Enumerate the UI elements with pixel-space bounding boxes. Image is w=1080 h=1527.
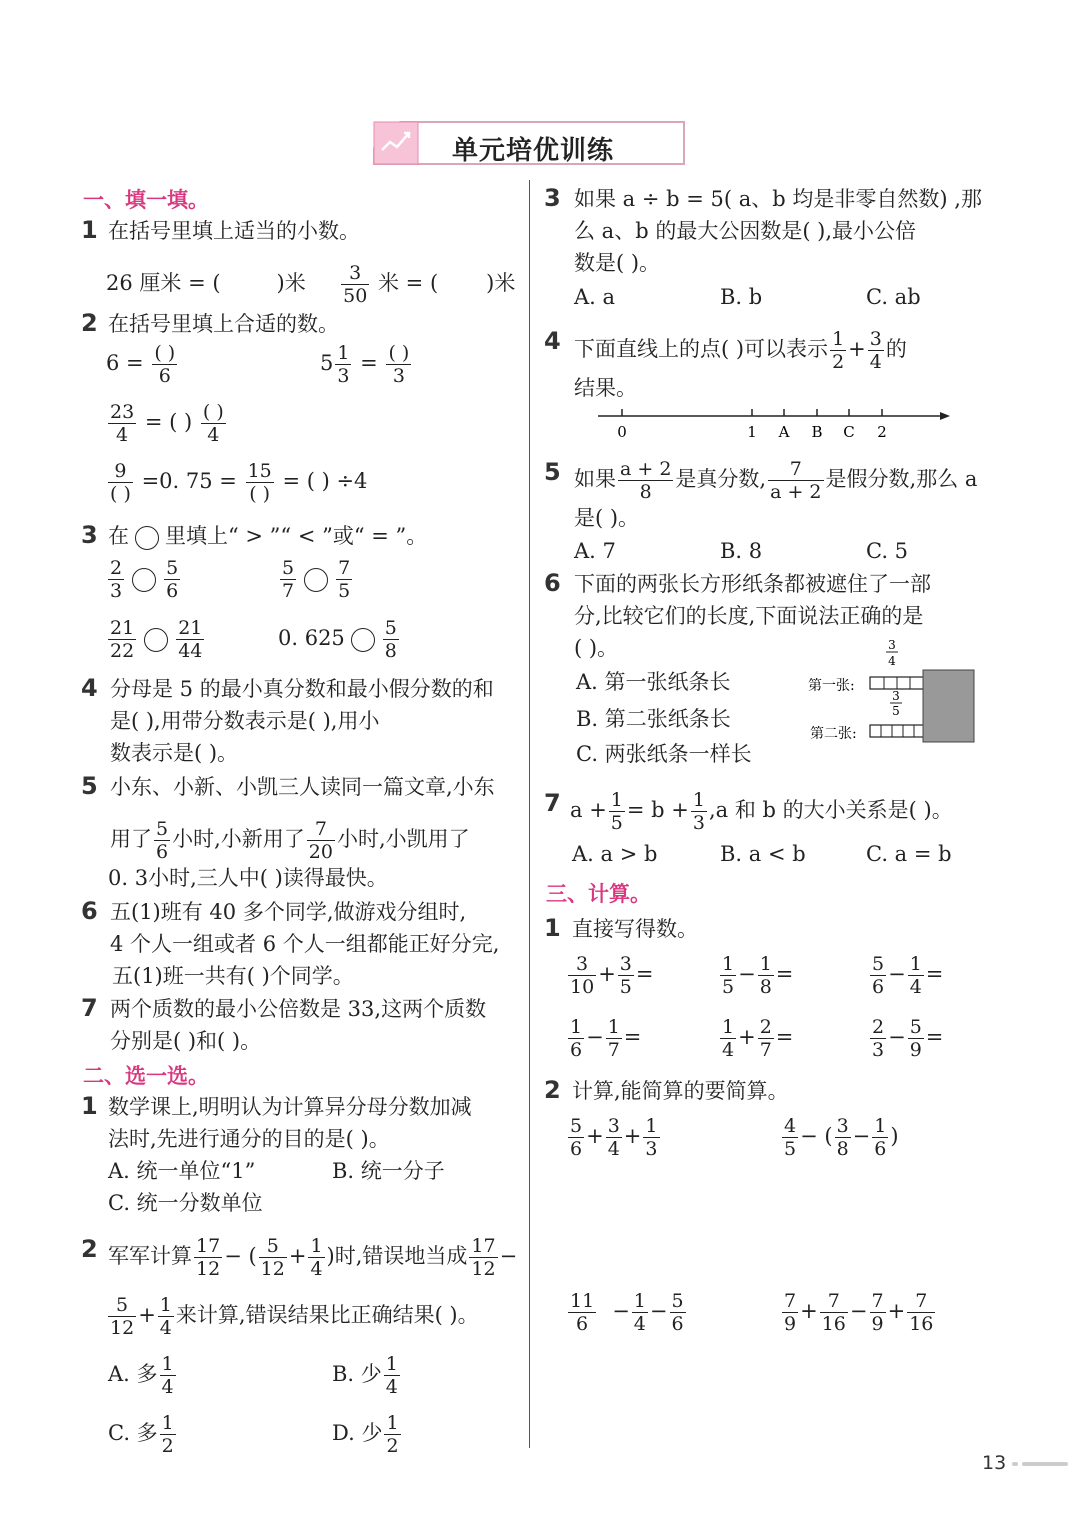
question-text: 分母是 5 的最小真分数和最小假分数的和 <box>110 677 494 701</box>
option-b[interactable]: B. 少 $\frac{1}{4}$ <box>332 1353 398 1398</box>
calc-item: $\frac{5}{6}$ − $\frac{1}{4}$ = <box>872 953 944 998</box>
paper-strips-figure <box>806 636 978 746</box>
expression-3: $\frac{11}{6}$ − $\frac{1}{4}$ − $\frac{5}{6}$ <box>570 1290 684 1335</box>
q2-row3: 9 ( ) =0. 75 = 15 ( ) = ( ) ÷4 <box>110 460 368 505</box>
question-number: 1 <box>81 216 98 244</box>
question-text: 下面的两张长方形纸条都被遮住了一部 <box>574 572 931 596</box>
question-number: 3 <box>81 521 98 549</box>
question-text: 分别是( )和( )。 <box>110 1029 262 1053</box>
question-text: 分,比较它们的长度,下面说法正确的是 <box>574 604 924 628</box>
answer-circle <box>304 568 328 592</box>
option-a[interactable]: A. 统一单位“1” <box>108 1159 256 1183</box>
q1-row: 26 厘米 = ( )米 $\frac{3}{50}$ 米 = ( )米 <box>106 262 516 307</box>
axis-label-b: B <box>811 423 823 441</box>
question-text: 小东、小新、小凯三人读同一篇文章,小东 <box>110 775 495 799</box>
number-line <box>594 404 954 442</box>
page-title: 单元培优训练 <box>452 136 615 166</box>
option-b[interactable]: B. 8 <box>720 539 763 563</box>
svg-text:3: 3 <box>888 638 896 652</box>
option-b[interactable]: B. 第二张纸条长 <box>576 707 731 731</box>
option-d[interactable]: D. 少 $\frac{1}{2}$ <box>332 1412 399 1457</box>
question-number: 2 <box>544 1076 561 1104</box>
q3-pair-a: $\frac{2}{3}$ $\frac{5}{6}$ <box>110 557 179 602</box>
question-number: 2 <box>81 309 98 337</box>
question-number: 4 <box>544 327 561 355</box>
question-text: 在 里填上“ > ”“ < ”或“ = ”。 <box>108 524 428 548</box>
question-text: 是( ),用带分数表示是( ),用小 <box>110 709 380 733</box>
strip-label-2: 第二张: <box>810 726 857 742</box>
question-text: 直接写得数。 <box>572 917 698 941</box>
section-calculation: 三、计算。 <box>546 882 651 906</box>
question-text: 么 a、b 的最大公因数是( ),最小公倍 <box>574 219 917 243</box>
option-c[interactable]: C. ab <box>866 285 921 309</box>
question-number: 7 <box>544 789 561 817</box>
expression-4: $\frac{7}{9}$ + $\frac{7}{16}$ − $\frac{7}{9}$ + $\frac{7}{16}$ <box>784 1290 934 1335</box>
q2-row1b: 5 $\frac{1}{3}$ = ( ) 3 <box>320 342 410 387</box>
option-c[interactable]: C. a = b <box>866 842 952 866</box>
option-b[interactable]: B. a < b <box>720 842 806 866</box>
circle-icon <box>135 526 159 550</box>
expression-1: $\frac{5}{6}$ + $\frac{3}{4}$ + $\frac{1}{3}$ <box>570 1115 658 1160</box>
question-text: 数学课上,明明认为计算异分母分数加减 <box>108 1095 472 1119</box>
question-number: 6 <box>544 569 561 597</box>
option-b[interactable]: B. 统一分子 <box>332 1159 445 1183</box>
question-number: 2 <box>81 1235 98 1263</box>
option-a[interactable]: A. a <box>574 285 616 309</box>
question-text: 五(1)班有 40 多个同学,做游戏分组时, <box>110 900 467 924</box>
footer-bar <box>1022 1462 1068 1466</box>
question-number: 5 <box>81 772 98 800</box>
svg-text:3: 3 <box>892 689 900 703</box>
calc-item: $\frac{3}{10}$ + $\frac{3}{5}$ = <box>570 953 654 998</box>
strip-label-1: 第一张: <box>808 678 855 694</box>
question-text: 4 个人一组或者 6 个人一组都能正好分完, <box>110 932 500 956</box>
question-text: $\frac{5}{12}$ + $\frac{1}{4}$ 来计算,错误结果比正确结果( )。 <box>110 1294 479 1339</box>
q2-row2: $\frac{23}{4}$ = ( ) ( ) 4 <box>110 401 224 446</box>
question-text: 在括号里填上适当的小数。 <box>108 219 360 243</box>
option-a[interactable]: A. 多 $\frac{1}{4}$ <box>108 1353 174 1398</box>
option-c[interactable]: C. 两张纸条一样长 <box>576 742 752 766</box>
question-text: 用了 $\frac{5}{6}$ 小时,小新用了 $\frac{7}{20}$ 小时,小凯用了 <box>110 818 470 863</box>
question-text: ( )。 <box>574 636 619 660</box>
svg-text:5: 5 <box>892 704 900 718</box>
question-number: 5 <box>544 458 561 486</box>
footer-dot <box>1012 1462 1018 1466</box>
question-text: 两个质数的最小公倍数是 33,这两个质数 <box>110 997 487 1021</box>
question-text: 如果 $\frac{a + 2}{8}$ 是真分数, $\frac{7}{a + 2}$ 是假分数,那么 a <box>574 458 978 503</box>
page-number: 13 <box>982 1452 1007 1474</box>
question-text: 是( )。 <box>574 506 640 530</box>
question-text: 数表示是( )。 <box>110 741 239 765</box>
axis-label-0: 0 <box>617 423 627 441</box>
question-number: 1 <box>81 1092 98 1120</box>
section-multiple-choice: 二、选一选。 <box>83 1064 209 1088</box>
q2-row1: 6 = ( ) 6 <box>106 342 176 387</box>
axis-label-2: 2 <box>877 423 887 441</box>
q3-pair-d: 0. 625 $\frac{5}{8}$ <box>278 617 397 662</box>
question-number: 3 <box>544 184 561 212</box>
answer-circle <box>351 628 375 652</box>
question-text: 在括号里填上合适的数。 <box>108 312 339 336</box>
question-text: 结果。 <box>574 376 637 400</box>
question-text: 计算,能简算的要简算。 <box>572 1079 789 1103</box>
calc-item: $\frac{1}{4}$ + $\frac{2}{7}$ = <box>722 1016 794 1061</box>
question-text: 0. 3小时,三人中( )读得最快。 <box>108 866 388 890</box>
answer-circle <box>144 628 168 652</box>
calc-item: $\frac{1}{6}$ − $\frac{1}{7}$ = <box>570 1016 642 1061</box>
question-text: 下面直线上的点( )可以表示 $\frac{1}{2}$ + $\frac{3}{4}$ 的 <box>574 328 907 373</box>
question-text: 如果 a ÷ b = 5( a、b 均是非零自然数) ,那 <box>574 187 982 211</box>
expression-2: $\frac{4}{5}$ − ( $\frac{3}{8}$ − $\frac{1}{6}$ ) <box>784 1115 899 1160</box>
column-divider <box>529 180 530 1448</box>
question-text: 五(1)班一共有( )个同学。 <box>112 964 354 988</box>
answer-circle <box>132 568 156 592</box>
question-number: 4 <box>81 674 98 702</box>
axis-label-1: 1 <box>747 423 757 441</box>
question-text: a + $\frac{1}{5}$ = b + $\frac{1}{3}$ ,a 和 b 的大小关系是( )。 <box>570 789 953 834</box>
option-b[interactable]: B. b <box>720 285 763 309</box>
question-text: 法时,先进行通分的目的是( )。 <box>108 1127 390 1151</box>
q3-pair-b: $\frac{5}{7}$ $\frac{7}{5}$ <box>282 557 351 602</box>
axis-label-a: A <box>778 423 790 441</box>
option-a[interactable]: A. 7 <box>574 539 616 563</box>
calc-item: $\frac{1}{5}$ − $\frac{1}{8}$ = <box>722 953 794 998</box>
option-c[interactable]: C. 5 <box>866 539 909 563</box>
option-a[interactable]: A. a > b <box>572 842 658 866</box>
option-c[interactable]: C. 多 $\frac{1}{2}$ <box>108 1412 174 1457</box>
question-number: 6 <box>81 897 98 925</box>
axis-label-c: C <box>843 423 855 441</box>
question-number: 7 <box>81 994 98 1022</box>
question-text: 军军计算 $\frac{17}{12}$ − ( $\frac{5}{12}$ + $\frac{1}{4}$ )时,错误地当成 $\frac{17}{12}$ − <box>108 1235 518 1280</box>
question-text: 数是( )。 <box>574 251 661 275</box>
q3-pair-c: $\frac{21}{22}$ $\frac{21}{44}$ <box>110 617 203 662</box>
section-fill-in: 一、填一填。 <box>83 188 209 212</box>
svg-text:4: 4 <box>888 654 896 668</box>
calc-item: $\frac{2}{3}$ − $\frac{5}{9}$ = <box>872 1016 944 1061</box>
question-number: 1 <box>544 914 561 942</box>
option-a[interactable]: A. 第一张纸条长 <box>576 670 731 694</box>
option-c[interactable]: C. 统一分数单位 <box>108 1191 263 1215</box>
